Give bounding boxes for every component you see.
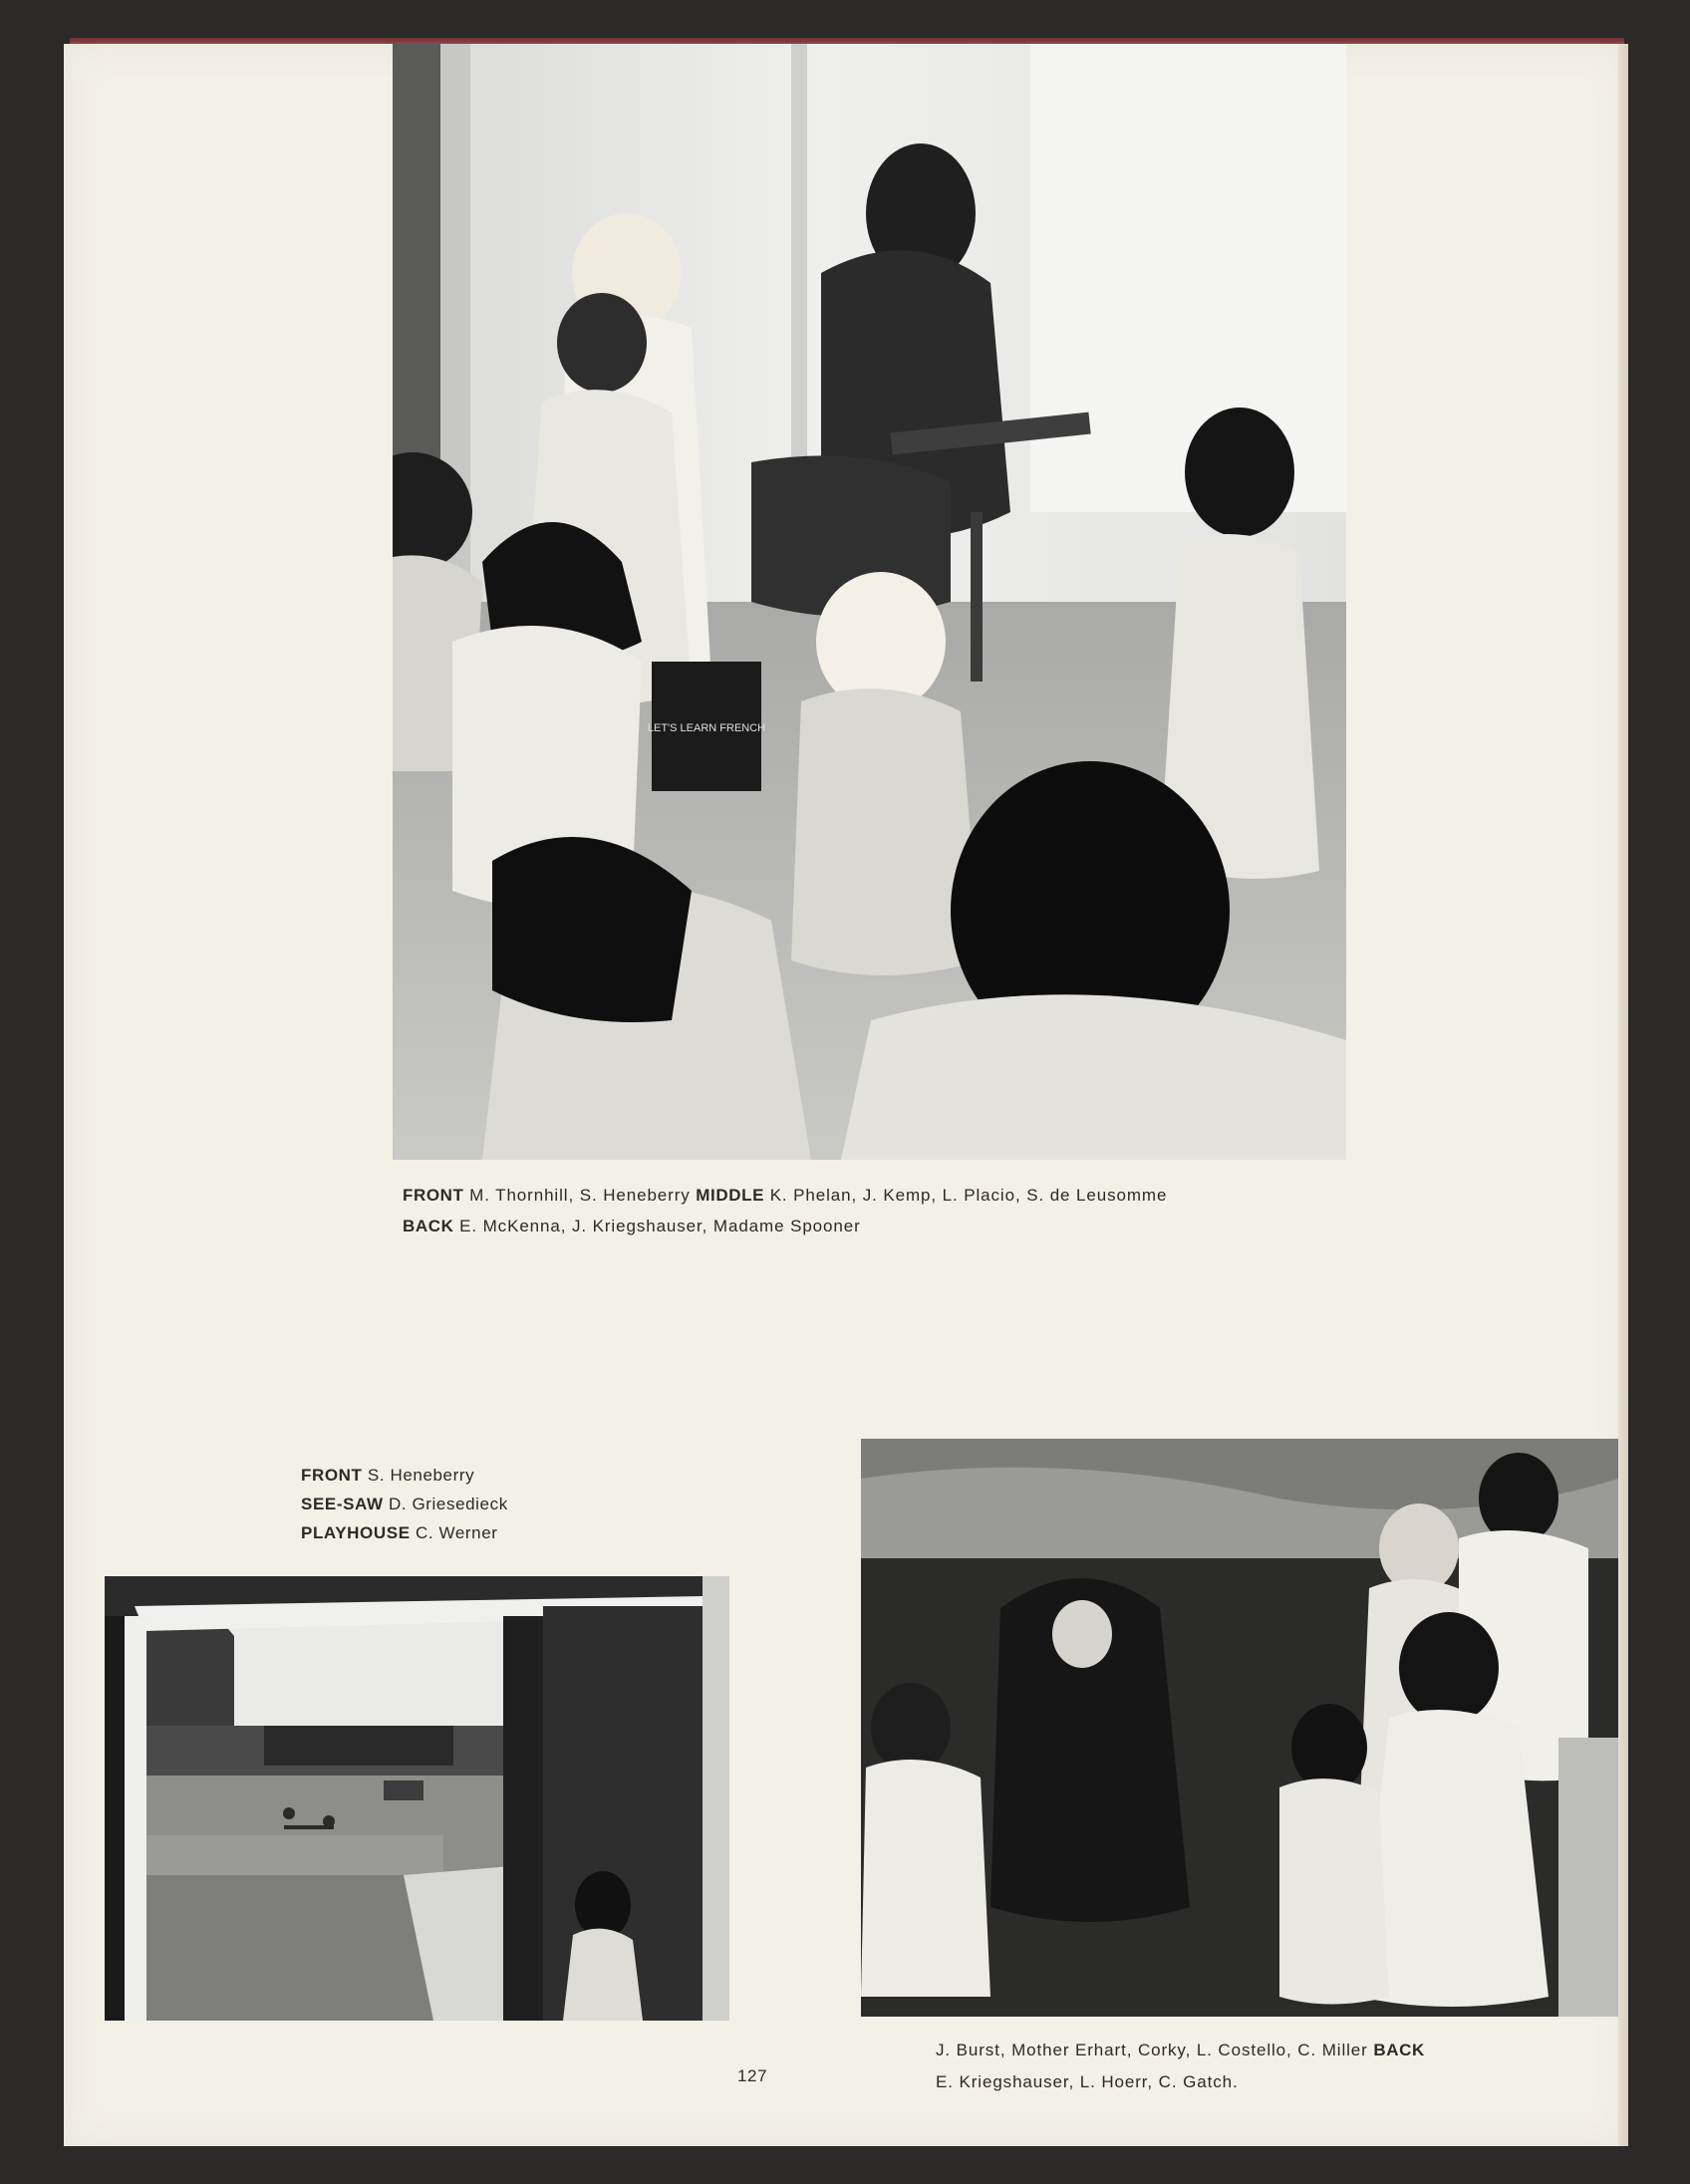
nun-children-caption-line-1 bbox=[936, 2035, 1425, 2066]
classroom-caption-line-1 bbox=[403, 1180, 1167, 1211]
nun-children-caption-line-2 bbox=[936, 2066, 1425, 2098]
middle-label: MIDDLE bbox=[696, 1186, 765, 1205]
front-label: FRONT bbox=[403, 1186, 464, 1205]
playground-caption-names: C. Werner bbox=[415, 1523, 498, 1542]
playground-caption-label: FRONT bbox=[301, 1466, 363, 1485]
classroom-caption-line-2 bbox=[403, 1211, 1167, 1241]
playground-caption-label: SEE-SAW bbox=[301, 1495, 384, 1513]
playground-caption-line bbox=[301, 1461, 508, 1490]
back-names: E. McKenna, J. Kriegshauser, Madame Spooner bbox=[459, 1217, 861, 1235]
playground-caption-label: PLAYHOUSE bbox=[301, 1523, 411, 1542]
playground-photo bbox=[105, 1576, 729, 2021]
front-names: M. Thornhill, S. Heneberry bbox=[469, 1186, 691, 1205]
back-label: BACK bbox=[403, 1217, 454, 1235]
playground-caption-line bbox=[301, 1490, 508, 1518]
playground-caption-line bbox=[301, 1518, 508, 1547]
book-title-text: LET'S LEARN FRENCH bbox=[647, 722, 766, 734]
middle-names: K. Phelan, J. Kemp, L. Placio, S. de Leusomme bbox=[769, 1186, 1168, 1205]
nun-children-names-1: J. Burst, Mother Erhart, Corky, L. Costello, C. Miller bbox=[936, 2041, 1368, 2059]
nun-children-names-2: E. Kriegshauser, L. Hoerr, C. Gatch. bbox=[936, 2072, 1239, 2091]
playground-caption-names: D. Griesedieck bbox=[388, 1495, 508, 1513]
playground-caption bbox=[301, 1461, 508, 1547]
classroom-photo bbox=[393, 44, 1346, 1160]
nun-children-caption bbox=[936, 2035, 1425, 2098]
yearbook-page bbox=[64, 44, 1628, 2146]
page-right-edge bbox=[1618, 44, 1628, 2146]
back-label: BACK bbox=[1373, 2041, 1425, 2059]
playground-caption-names: S. Heneberry bbox=[367, 1466, 475, 1485]
classroom-caption bbox=[403, 1180, 1167, 1241]
page-number: 127 bbox=[737, 2066, 768, 2085]
nun-children-photo bbox=[861, 1439, 1618, 2017]
